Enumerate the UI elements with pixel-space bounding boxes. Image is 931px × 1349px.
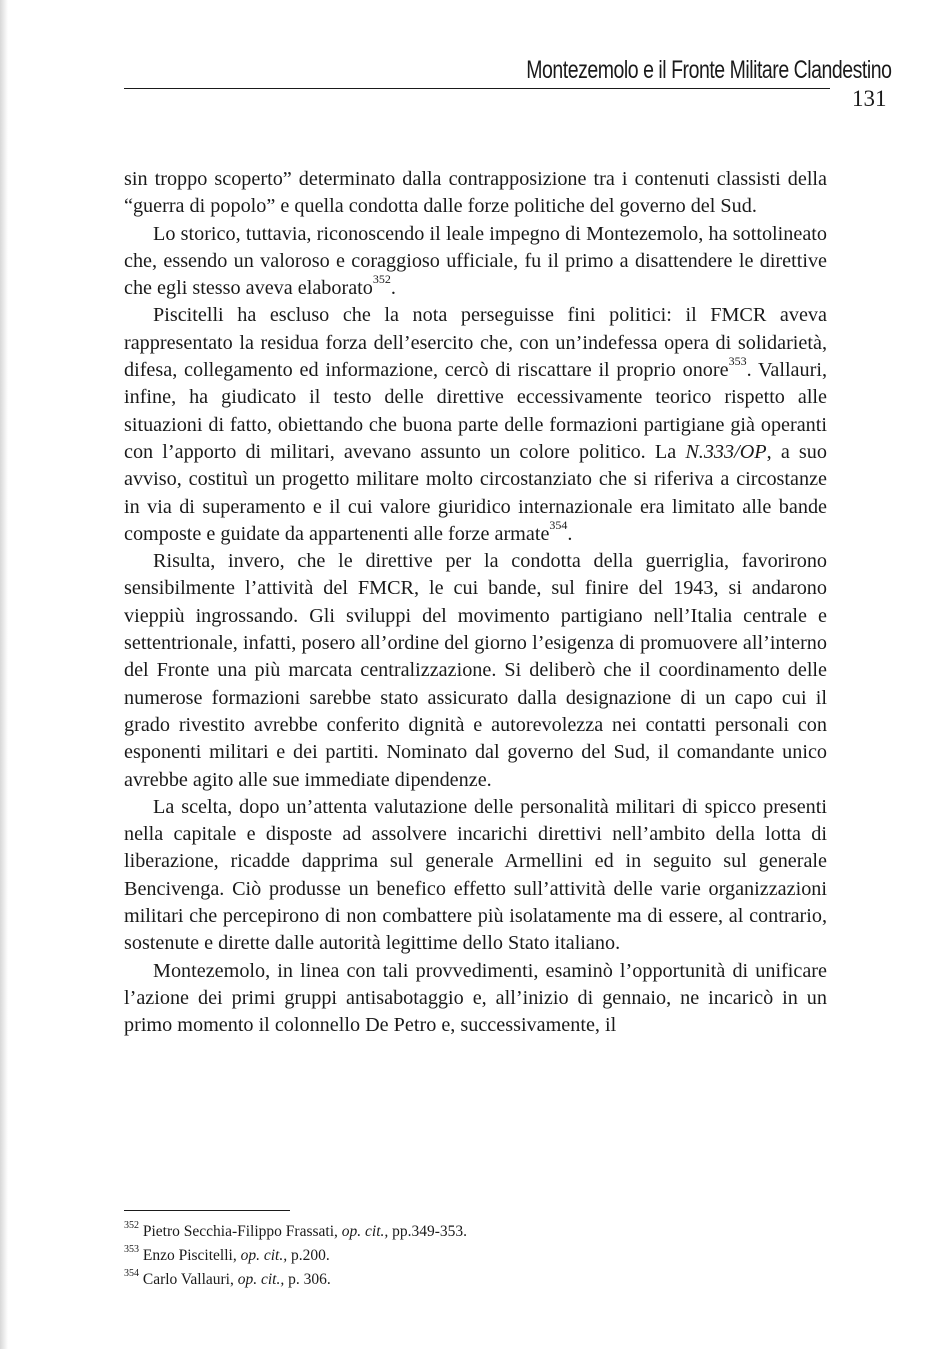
paragraph (124, 958, 827, 1040)
paragraph (124, 166, 827, 221)
footnote-pages: pp.349-353. (388, 1223, 468, 1240)
footnote-ref: op. cit., (240, 1247, 288, 1264)
header-rule (124, 88, 830, 89)
paragraph-text: . Vallauri, infine, ha giudicato il testo delle direttive eccessivamente teorico rispetto alle situazioni di fatto, obiettando che buona parte delle formazioni partigiane già operanti con l’apporto di militari, avevano assunto un colore politico. La (124, 359, 827, 463)
footnote-number: 352 (124, 1219, 139, 1231)
page-number: 131 (852, 86, 887, 111)
body-text (124, 166, 827, 1040)
footnote-author: Pietro Secchia-Filippo Frassati, (142, 1223, 342, 1240)
footnote-rule (124, 1210, 290, 1211)
footnote-ref: op. cit., (237, 1271, 285, 1288)
paragraph (124, 221, 827, 303)
paragraph-text: Lo storico, tuttavia, riconoscendo il leale impegno di Montezemolo, ha sottolineato che, essendo un valoroso e coraggioso ufficiale, fu il primo a disattendere le direttive che egli stesso aveva elaborato (124, 222, 827, 300)
italic-text: N.333/OP (685, 440, 767, 463)
paragraph-text: La scelta, dopo un’attenta valutazione delle personalità militari di spicco presenti nella capitale e disposte ad assolvere incarichi direttivi nell’ambito della lotta di liberazione, ricadde dapprima sul generale Armellini ed in seguito sul generale Bencivenga. Ciò produsse un benefico effetto sull’attività delle varie organizzazioni militari che percepirono di non combattere più isolatamente ma di essere, al contrario, sostenute e dirette dalle autorità legittime dello Stato italiano. (124, 795, 827, 955)
paragraph-text: . (390, 277, 396, 300)
footnote-reference: 354 (549, 518, 568, 533)
footnote-number: 354 (124, 1267, 139, 1279)
footnote-reference: 352 (372, 272, 391, 287)
paragraph-text: , a suo avviso, costituì un progetto militare molto circostanziato che si riferiva a circostanze in via di superamento e il cui valore giuridico internazionale era limitato alle bande composte e guidate da appartenenti alle forze armate (124, 440, 827, 545)
paragraph (124, 302, 827, 548)
footnote (124, 1220, 724, 1244)
running-title: Montezemolo e il Fronte Militare Clandestino (526, 56, 892, 84)
paragraph-text: Risulta, invero, che le direttive per la condotta della guerriglia, favorirono sensibilmente l’attività del FMCR, le cui bande, sul finire del 1943, si andarono vieppiù ingrossando. Gli sviluppi del movimento partigiano nell’Italia centrale e settentrionale, infatti, posero all’ordine del giorno l’esigenza di promuovere all’interno del Fronte una più marcata centralizzazione. Si deliberò che il coordinamento delle numerose formazioni sarebbe stato assicurato dalla designazione di un capo cui il grado rivestito avrebbe conferito dignità e autorevolezza nei contatti personali con esponenti militari e dei partiti. Nominato dal governo del Sud, il comandante unico avrebbe agito alle sue immediate dipendenze. (124, 550, 827, 791)
paragraph-text: . (567, 522, 573, 545)
footnotes (124, 1220, 724, 1292)
footnote-pages: p.200. (287, 1247, 330, 1264)
footnote (124, 1244, 724, 1268)
footnote (124, 1268, 724, 1292)
footnote-author: Carlo Vallauri, (142, 1271, 238, 1288)
footnote-number: 353 (124, 1243, 139, 1255)
paragraph-text: Montezemolo, in linea con tali provvedimenti, esaminò l’opportunità di unificare l’azione dei primi gruppi antisabotaggio e, all’inizio di gennaio, ne incaricò in un primo momento il colonnello De Petro e, successivamente, il (124, 959, 827, 1037)
paragraph-text: Piscitelli ha escluso che la nota perseguisse fini politici: il FMCR aveva rappresentato la residua forza dell’esercito che, con un’indefessa opera di solidarietà, difesa, collegamento ed informazione, cercò di riscattare il proprio onore (124, 304, 827, 382)
paragraph (124, 794, 827, 958)
paragraph (124, 548, 827, 794)
footnote-author: Enzo Piscitelli, (142, 1247, 241, 1264)
paragraph-text: sin troppo scoperto” determinato dalla contrapposizione tra i contenuti classisti della “guerra di popolo” e quella condotta dalle forze politiche del governo del Sud. (124, 168, 827, 218)
footnote-ref: op. cit., (341, 1223, 389, 1240)
page-edge-shadow (0, 0, 8, 1349)
footnote-pages: p. 306. (284, 1271, 331, 1288)
footnote-reference: 353 (728, 354, 747, 369)
